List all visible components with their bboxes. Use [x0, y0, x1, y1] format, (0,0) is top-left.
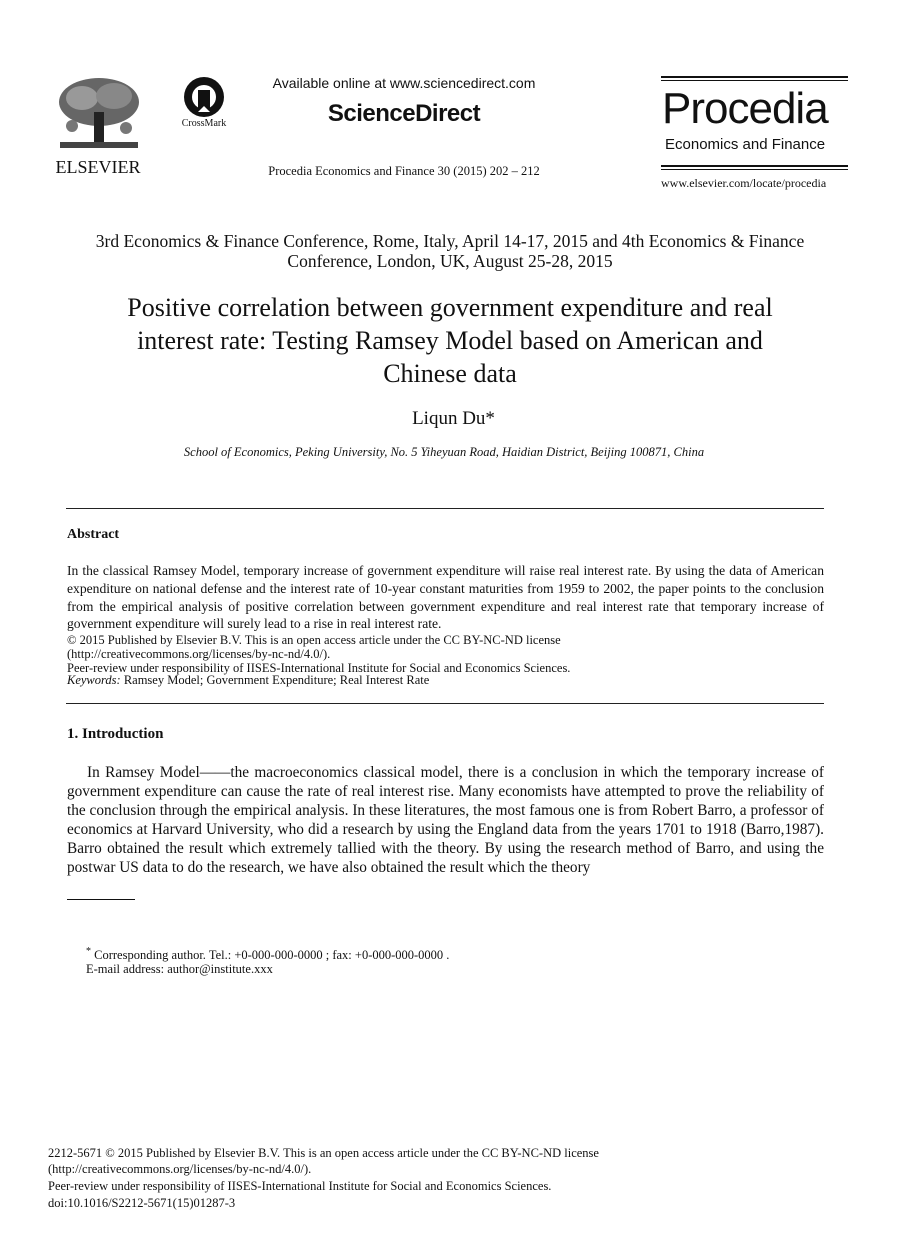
section-heading-introduction: 1. Introduction	[67, 726, 164, 742]
footer-issn-license: 2212-5671 © 2015 Published by Elsevier B.V. This is an open access article under the CC BY-NC-ND license	[48, 1146, 599, 1160]
abstract-heading: Abstract	[67, 527, 120, 542]
rule-below-abstract	[66, 703, 824, 704]
keywords-line	[67, 673, 429, 687]
sciencedirect-brand[interactable]: ScienceDirect	[327, 100, 481, 127]
introduction-text: In Ramsey Model——the macroeconomics classical model, there is a conclusion in which the temporary increase of government expenditure can cause the rate of real interest rise. Many economists have attempted to prove the reliability of the conclusion through the empirical analysis. In these literatures, the most famous one is from Robert Barro, a professor of economics at Harvard University, who did a research by using the England data from the years 1701 to 1918 (Barro,1987). Barro obtained the result which extremely tallied with the theory. By using the research method of Barro, and using the postwar US data to do the research, we have also obtained the result which the theory	[67, 764, 824, 876]
elsevier-tree-icon	[52, 76, 146, 158]
available-online: Available online at www.sciencedirect.com	[272, 75, 536, 91]
procedia-subtitle: Economics and Finance	[665, 136, 826, 153]
keywords-label: Keywords:	[67, 673, 121, 687]
crossmark-icon	[172, 76, 236, 118]
author-name: Liqun Du*	[412, 408, 495, 429]
procedia-rule-mid	[661, 80, 848, 81]
footnote-contact: Corresponding author. Tel.: +0-000-000-0000 ; fax: +0-000-000-0000 .	[94, 948, 450, 963]
procedia-title: Procedia	[662, 84, 828, 133]
procedia-rule-bottom-thin	[661, 169, 848, 170]
abstract-text: In the classical Ramsey Model, temporary increase of government expenditure will raise real interest rate. By using the data of American expenditure on national defense and the interest rate of 10-year constant maturities from 1959 to 2002, the paper points to the conclusion from the empirical analysis of positive correlation between government expenditure and real interest rate that temporary increase of government expenditure will surely lead to a rise in real interest rate.	[67, 563, 824, 632]
footnote-marker: *	[86, 946, 91, 957]
crossmark-logo[interactable]	[172, 76, 236, 132]
footer-doi[interactable]: doi:10.1016/S2212-5671(15)01287-3	[48, 1196, 236, 1210]
journal-citation: Procedia Economics and Finance 30 (2015) 202 – 212	[268, 164, 540, 178]
keywords-values: Ramsey Model; Government Expenditure; Real Interest Rate	[123, 673, 430, 687]
license-link[interactable]: (http://creativecommons.org/licenses/by-nc-nd/4.0/).	[67, 647, 331, 661]
footnote-email: E-mail address: author@institute.xxx	[86, 962, 273, 976]
paper-title: Positive correlation between government expenditure and real interest rate: Testing Ramsey Model based on American and Chinese data	[127, 293, 773, 388]
procedia-rule-top	[661, 76, 848, 78]
elsevier-logo	[52, 76, 146, 177]
footnote-rule	[67, 899, 135, 900]
license-line: © 2015 Published by Elsevier B.V. This is an open access article under the CC BY-NC-ND license	[67, 633, 561, 647]
footer-peer-review: Peer-review under responsibility of IISES-International Institute for Social and Economics Sciences.	[48, 1179, 552, 1193]
conference-line: 3rd Economics & Finance Conference, Rome, Italy, April 14-17, 2015 and 4th Economics & Finance Conference, London, UK, August 25-28, 2015	[95, 231, 805, 271]
rule-above-abstract	[66, 508, 824, 509]
procedia-url[interactable]: www.elsevier.com/locate/procedia	[661, 176, 827, 190]
publisher-name: ELSEVIER	[55, 157, 141, 177]
author-affiliation: School of Economics, Peking University, No. 5 Yiheyuan Road, Haidian District, Beijing 100871, China	[183, 445, 705, 459]
procedia-rule-bottom	[661, 165, 848, 167]
footer-license-link[interactable]: (http://creativecommons.org/licenses/by-nc-nd/4.0/).	[48, 1162, 312, 1176]
crossmark-label: CrossMark	[181, 118, 227, 129]
peer-review-line: Peer-review under responsibility of IISES-International Institute for Social and Economics Sciences.	[67, 661, 571, 675]
